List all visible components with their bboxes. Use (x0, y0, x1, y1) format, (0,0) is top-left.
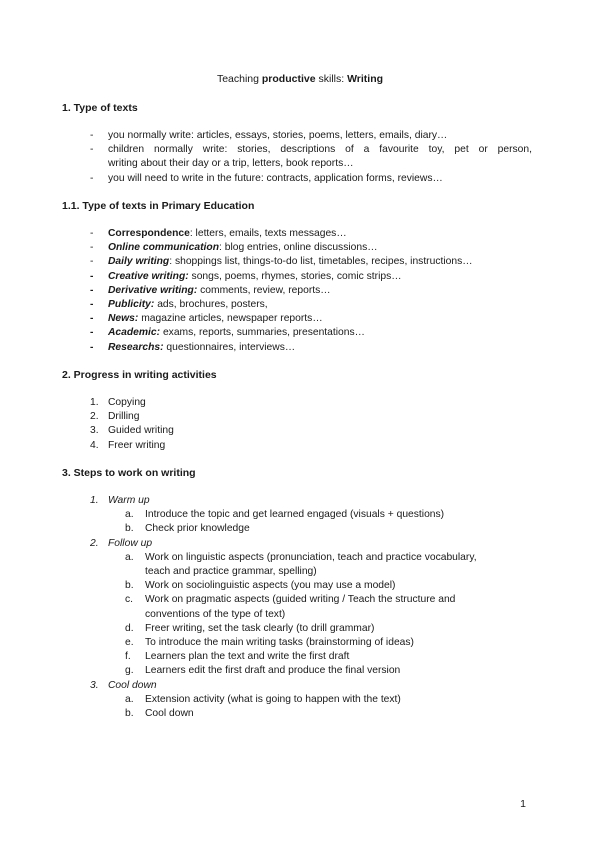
title-middle: skills: (315, 73, 348, 85)
dash-marker: - (90, 130, 94, 141)
substep-text: Cool down (145, 708, 194, 720)
step-number: 3. (90, 679, 99, 691)
dash-marker: - (90, 327, 94, 339)
term-researchs: Researchs: (108, 341, 164, 353)
list-item (62, 298, 532, 312)
list-item-text: songs, poems, rhymes, stories, comic strips… (188, 270, 402, 282)
substep-letter: c. (125, 594, 134, 606)
substep-letter: e. (125, 637, 134, 649)
substep-letter: b. (125, 708, 134, 720)
substep-text-continuation: conventions of the type of text) (145, 608, 286, 620)
substep-letter: a. (125, 693, 134, 705)
list-item-text: children normally write: stories, descriptions of a favourite toy, pet or person, (108, 144, 532, 156)
substep-item (108, 551, 532, 579)
substep-text: Work on linguistic aspects (pronunciation, teach and practice vocabulary, (145, 551, 477, 563)
term-academic: Academic: (108, 327, 161, 339)
substep-item (108, 622, 532, 636)
list-item (62, 326, 532, 340)
step-number: 1. (90, 495, 99, 506)
section1-heading: 1. Type of texts (62, 102, 138, 114)
dash-marker: - (90, 144, 94, 156)
substep-text: Freer writing, set the task clearly (to drill grammar) (145, 622, 375, 634)
substep-letter: b. (125, 523, 134, 535)
title-bold-productive: productive (261, 73, 316, 85)
substep-list (108, 693, 532, 721)
step-number: 2. (90, 537, 99, 549)
step-label: Warm up (108, 495, 150, 506)
list-item-text: magazine articles, newspaper reports… (138, 313, 323, 325)
step-item (62, 537, 532, 679)
dash-marker: - (90, 256, 94, 268)
list-item (62, 341, 532, 355)
list-item-text: you normally write: articles, essays, stories, poems, letters, emails, diary… (108, 130, 448, 141)
substep-letter: g. (125, 665, 134, 677)
step-item (62, 494, 532, 537)
list-item-text: : blog entries, online discussions… (219, 242, 378, 254)
substep-letter: b. (125, 580, 134, 592)
list-number: 4. (90, 439, 99, 451)
term-news: News: (108, 313, 139, 325)
section1-list (62, 129, 532, 186)
section11-list (62, 227, 532, 355)
step-label: Cool down (108, 679, 157, 691)
dash-marker: - (90, 172, 94, 184)
section3-heading: 3. Steps to work on writing (62, 467, 196, 479)
section2-heading: 2. Progress in writing activities (62, 369, 217, 381)
step-item (62, 679, 532, 722)
list-item (62, 172, 532, 186)
section11-heading: 1.1. Type of texts in Primary Education (62, 200, 255, 212)
substep-text: Learners edit the first draft and produce the final version (145, 665, 401, 677)
list-item-text: : letters, emails, texts messages… (189, 228, 347, 239)
substep-letter: f. (125, 651, 131, 663)
substep-text: Learners plan the text and write the first draft (145, 651, 350, 663)
list-item (62, 270, 532, 284)
substep-item (108, 579, 532, 593)
section3-steps (62, 494, 532, 721)
substep-text: Work on pragmatic aspects (guided writing / Teach the structure and (145, 594, 456, 606)
substep-list (108, 508, 532, 536)
substep-text: To introduce the main writing tasks (brainstorming of ideas) (145, 637, 414, 649)
list-item (62, 439, 532, 453)
term-correspondence: Correspondence (108, 228, 190, 239)
list-item-text: : shoppings list, things-to-do list, timetables, recipes, instructions… (169, 256, 473, 268)
list-item-continuation (62, 157, 532, 171)
substep-item (108, 664, 532, 678)
list-item (62, 129, 532, 143)
term-daily-writing: Daily writing (108, 256, 170, 268)
substep-letter: a. (125, 509, 134, 521)
substep-text-continuation: teach and practice grammar, spelling) (145, 566, 317, 578)
substep-item (108, 508, 532, 522)
substep-text: Introduce the topic and get learned engaged (visuals + questions) (145, 509, 445, 521)
dash-marker: - (90, 341, 94, 353)
substep-letter: d. (125, 622, 134, 634)
substep-item (108, 636, 532, 650)
list-number: 1. (90, 397, 99, 408)
list-item-text: writing about their day or a trip, letters, book reports… (108, 158, 354, 170)
list-item (62, 241, 532, 255)
list-item (62, 410, 532, 424)
list-number: 3. (90, 425, 99, 437)
dash-marker: - (90, 284, 94, 296)
term-derivative-writing: Derivative writing: (108, 284, 198, 296)
substep-item (108, 650, 532, 664)
list-item-text: Drilling (108, 411, 140, 423)
substep-item (108, 593, 532, 621)
list-item-text: Guided writing (108, 425, 174, 437)
list-item-text: comments, review, reports… (197, 284, 331, 296)
term-publicity: Publicity: (108, 299, 155, 311)
substep-item (108, 522, 532, 536)
list-item (62, 143, 532, 157)
section2-list (62, 396, 532, 453)
title-bold-writing: Writing (347, 73, 384, 85)
dash-marker: - (90, 242, 94, 254)
list-item (62, 312, 532, 326)
list-item-text: Copying (108, 397, 146, 408)
list-item-text: you will need to write in the future: contracts, application forms, reviews… (108, 172, 443, 184)
list-item (62, 255, 532, 269)
list-number: 2. (90, 411, 99, 423)
list-item-text: Freer writing (108, 439, 166, 451)
list-item (62, 396, 532, 410)
term-creative-writing: Creative writing: (108, 270, 189, 282)
list-item (62, 424, 532, 438)
dash-marker: - (90, 313, 94, 325)
term-online-communication: Online communication (108, 242, 219, 254)
list-item-text: questionnaires, interviews… (163, 341, 296, 353)
substep-list (108, 551, 532, 679)
substep-letter: a. (125, 551, 134, 563)
list-item-text: exams, reports, summaries, presentations… (160, 327, 365, 339)
substep-item (108, 707, 532, 721)
dash-marker: - (90, 270, 94, 282)
dash-marker: - (90, 299, 94, 311)
dash-marker: - (90, 228, 94, 239)
list-item-text: ads, brochures, posters, (154, 299, 268, 311)
list-item (62, 227, 532, 241)
title-prefix: Teaching (216, 73, 262, 85)
substep-text: Work on sociolinguistic aspects (you may use a model) (145, 580, 396, 592)
list-item (62, 284, 532, 298)
page-title (0, 72, 600, 86)
substep-text: Extension activity (what is going to happen with the text) (145, 693, 401, 705)
step-label: Follow up (108, 537, 153, 549)
substep-text: Check prior knowledge (145, 523, 250, 535)
page-number: 1 (520, 798, 526, 810)
substep-item (108, 693, 532, 707)
